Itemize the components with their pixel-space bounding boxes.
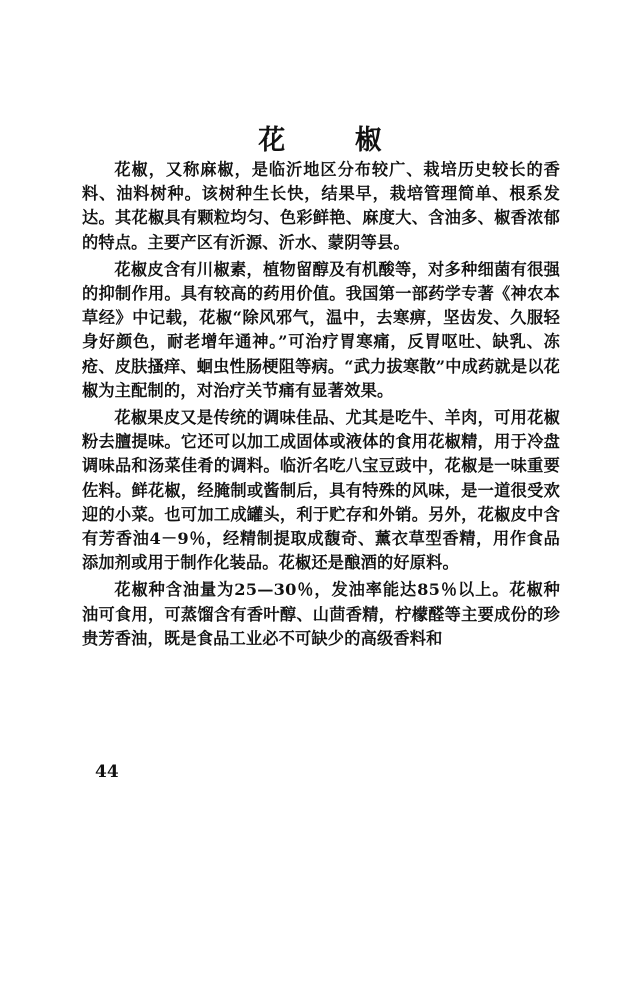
body-text: [82, 158, 560, 651]
paragraph-4: 花椒种含油量为25—30％，发油率能达85％以上。花椒种油可食用，可蒸馏含有香叶醇、山茴香精，柠檬醛等主要成份的珍贵芳香油，既是食品工业必不可缺少的高级香料和: [82, 580, 560, 648]
paragraph-1: 花椒，又称麻椒，是临沂地区分布较广、栽培历史较长的香料、油料树种。该树种生长快，结果早，栽培管理简单、根系发达。其花椒具有颗粒均匀、色彩鲜艳、麻度大、含油多、椒香浓郁的特点。主要产区有沂源、沂水、蒙阴等县。: [82, 160, 560, 252]
page-title: 花 椒: [258, 125, 412, 156]
paragraph-3: 花椒果皮又是传统的调味佳品、尤其是吃牛、羊肉，可用花椒粉去膻提味。它还可以加工成固体或液体的食用花椒精，用于冷盘调味品和汤菜佳肴的调料。临沂名吃八宝豆豉中，花椒是一味重要佐料。鲜花椒，经腌制或酱制后，具有特殊的风味，是一道很受欢迎的小菜。也可加工成罐头，利于贮存和外销。另外，花椒皮中含有芳香油4－9％，经精制提取成馥奇、薰衣草型香精，用作食品添加剂或用于制作化装品。花椒还是酿酒的好原料。: [82, 408, 560, 573]
page-number: 44: [95, 762, 119, 782]
paragraph-2: 花椒皮含有川椒素，植物留醇及有机酸等，对多种细菌有很强的抑制作用。具有较高的药用价值。我国第一部药学专著《神农本草经》中记载，花椒“除风邪气，温中，去寒痹，坚齿发、久服轻身好颜色，耐老增年通神。”可治疗胃寒痛，反胃呕吐、缺乳、冻疮、皮肤搔痒、蛔虫性肠梗阻等病。“武力拔寒散”中成药就是以花椒为主配制的，对治疗关节痛有显著效果。: [82, 259, 560, 400]
